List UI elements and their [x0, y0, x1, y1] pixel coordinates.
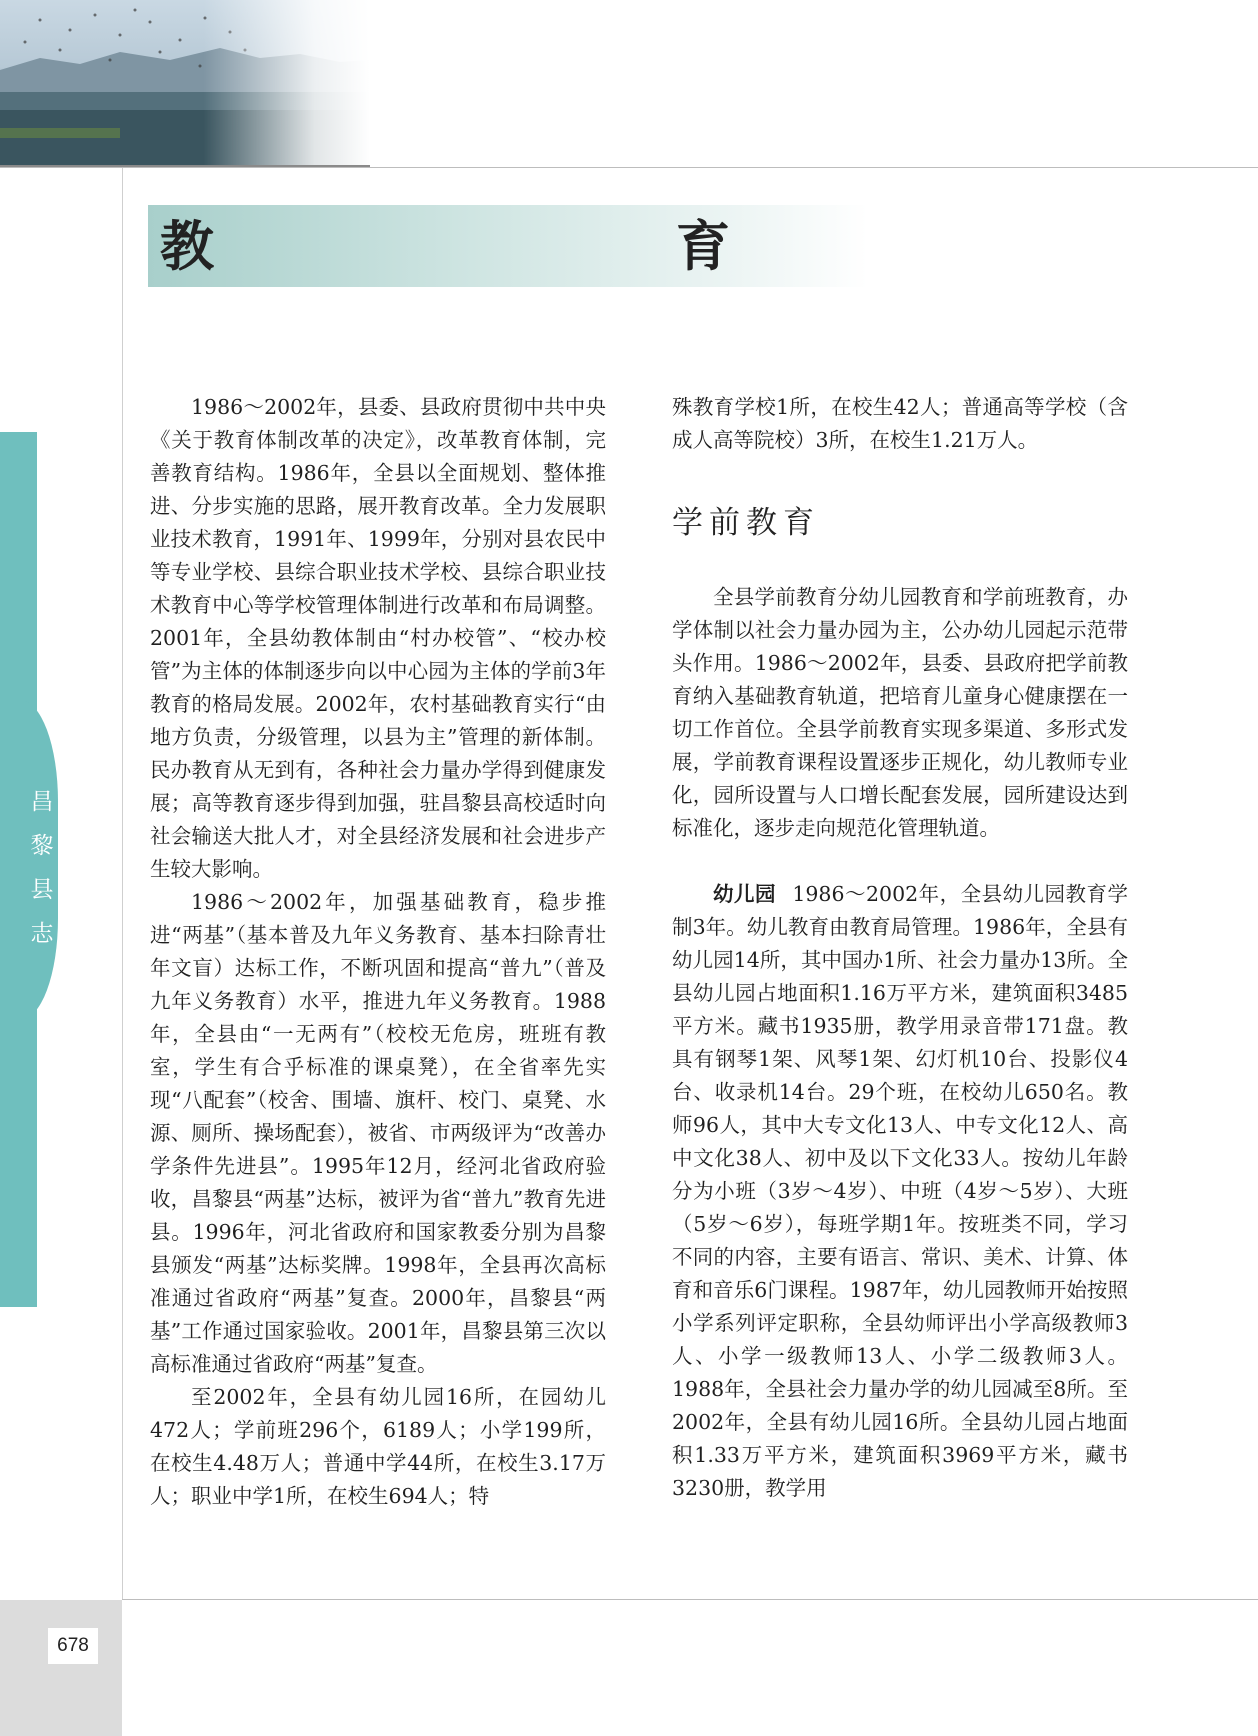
margin-divider — [122, 168, 123, 1599]
subsection-body: 1986～2002年，全县幼儿园教育学制3年。幼儿教育由教育局管理。1986年，全县有幼儿园14所，其中国办1所、社会力量办13所。全县幼儿园占地面积1.16万平方米，建筑面积3485平方米。藏书1935册，教学用录音带171盘。教具有钢琴1架、风琴1架、幻灯机10台、投影仪4台、收录机14台。29个班，在校幼儿650名。教师96人，其中大专文化13人、中专文化12人、高中文化38人、初中及以下文化33人。按幼儿年龄分为小班（3岁～4岁）、中班（4岁～5岁）、大班（5岁～6岁），每班学期1年。按班类不同，学习不同的内容，主要有语言、常识、美术、计算、体育和音乐6门课程。1987年，幼儿园教师开始按照小学系列评定职称，全县幼师评出小学高级教师3人、小学一级教师13人、小学二级教师3人。1988年，全县社会力量办学的幼儿园减至8所。至2002年，全县有幼儿园16所。全县幼儿园占地面积1.33万平方米，建筑面积3969平方米，藏书3230册，教学用 — [672, 882, 1128, 1500]
subsection-title: 幼儿园 — [713, 882, 776, 906]
left-column — [150, 391, 606, 1513]
side-label — [22, 780, 62, 956]
paragraph: 1986～2002年，县委、县政府贯彻中共中央《关于教育体制改革的决定》，改革教育体制，完善教育结构。1986年，全县以全面规划、整体推进、分步实施的思路，展开教育改革。全力发展职业技术教育，1991年、1999年，分别对县农民中等专业学校、县综合职业技术学校、县综合职业技术教育中心等学校管理体制进行改革和布局调整。2001年，全县幼教体制由“村办校管”、“校办校管”为主体的体制逐步向以中心园为主体的学前3年教育的格局发展。2002年，农村基础教育实行“由地方负责，分级管理，以县为主”管理的新体制。民办教育从无到有，各种社会力量办学得到健康发展；高等教育逐步得到加强，驻昌黎县高校适时向社会输送大批人才，对全县经济发展和社会进步产生较大影响。 — [150, 395, 606, 881]
header-fade-overlay — [0, 0, 370, 167]
paragraph: 1986～2002年，加强基础教育，稳步推进“两基”（基本普及九年义务教育、基本扫除青壮年文盲）达标工作，不断巩固和提高“普九”（普及九年义务教育）水平，推进九年义务教育。1988年，全县由“一无两有”（校校无危房，班班有教室，学生有合乎标准的课桌凳），在全省率先实现“八配套”（校舍、围墙、旗杆、校门、桌凳、水源、厕所、操场配套），被省、市两级评为“改善办学条件先进县”。1995年12月，经河北省政府验收，昌黎县“两基”达标，被评为省“普九”教育先进县。1996年，河北省政府和国家教委分别为昌黎县颁发“两基”达标奖牌。1998年，全县再次高标准通过省政府“两基”复查。2000年，昌黎县“两基”工作通过国家验收。2001年，昌黎县第三次以高标准通过省政府“两基”复查。 — [150, 890, 606, 1376]
page-title: 教 育 — [160, 214, 848, 278]
side-label-char: 昌 — [30, 789, 54, 815]
paragraph-continuation: 殊教育学校1所，在校生42人；普通高等学校（含成人高等院校）3所，在校生1.21万人。 — [672, 395, 1128, 452]
page-number: 678 — [48, 1628, 98, 1664]
side-label-char: 志 — [30, 921, 54, 947]
paragraph: 全县学前教育分幼儿园教育和学前班教育，办学体制以社会力量办园为主，公办幼儿园起示范带头作用。1986～2002年，县委、县政府把学前教育纳入基础教育轨道，把培育儿童身心健康摆在一切工作首位。全县学前教育实现多渠道、多形式发展，学前教育课程设置逐步正规化，幼儿教师专业化，园所设置与人口增长配套发展，园所建设达到标准化，逐步走向规范化管理轨道。 — [672, 585, 1128, 840]
footer-rule — [122, 1599, 1258, 1600]
header-rule — [0, 167, 1258, 168]
subsection-paragraph — [672, 878, 1128, 1505]
footer-band — [0, 1600, 122, 1736]
section-heading: 学前教育 — [672, 505, 820, 541]
right-column — [672, 391, 1128, 1505]
side-label-char: 县 — [30, 877, 54, 903]
paragraph: 至2002年，全县有幼儿园16所，在园幼儿472人；学前班296个，6189人；小学199所，在校生4.48万人；普通中学44所，在校生3.17万人；职业中学1所，在校生694人；特 — [150, 1385, 606, 1508]
side-label-char: 黎 — [30, 833, 54, 859]
